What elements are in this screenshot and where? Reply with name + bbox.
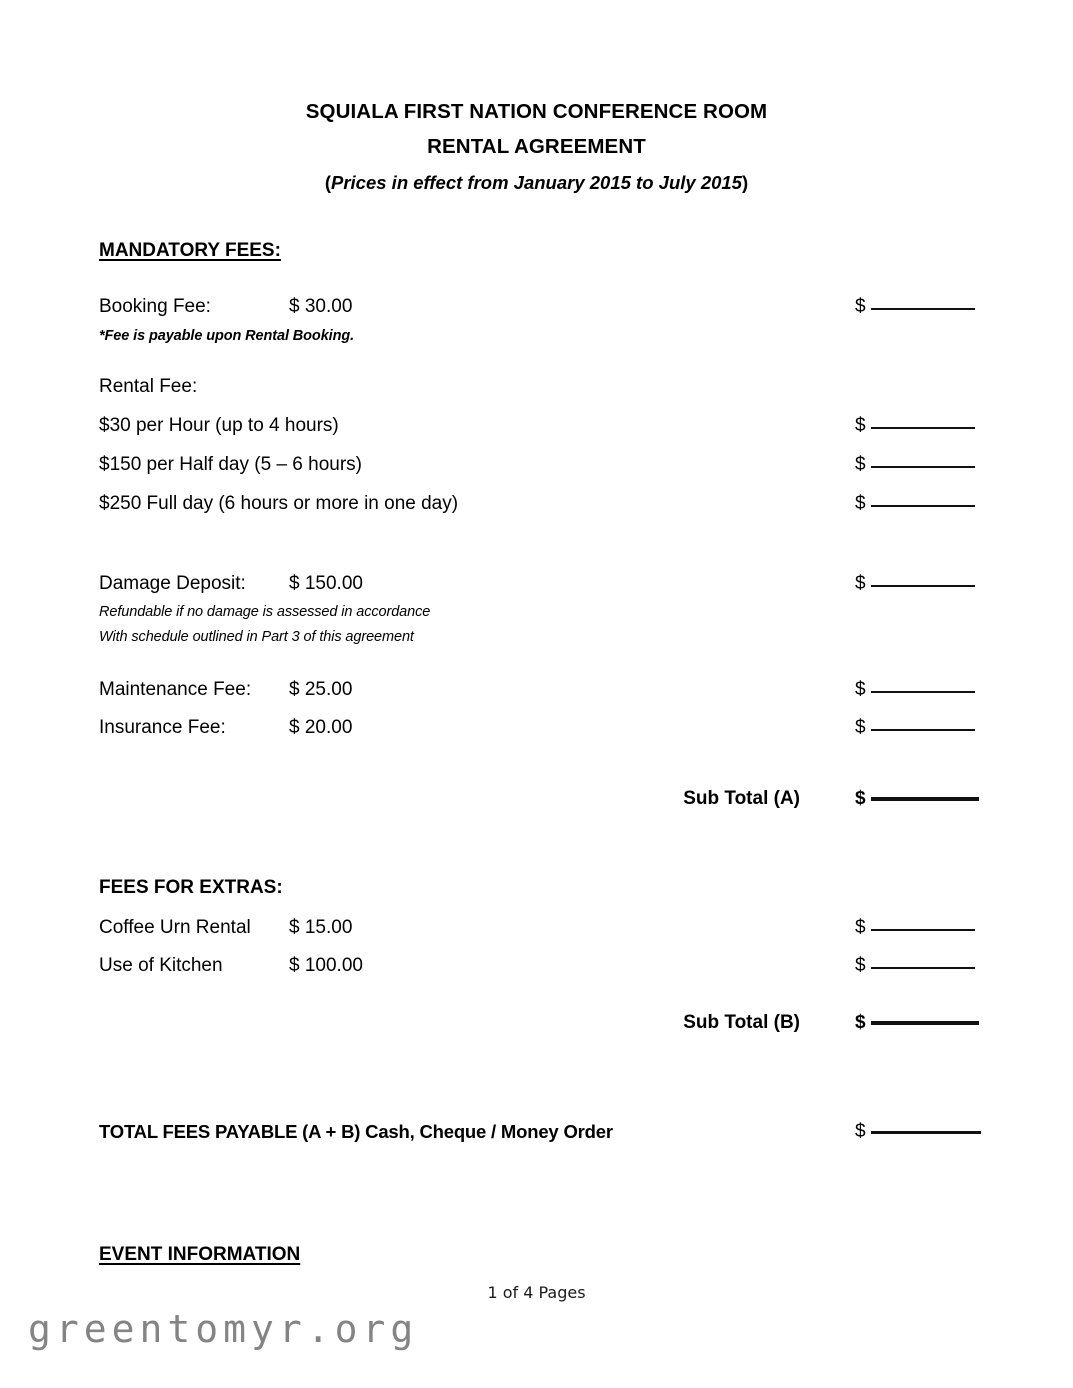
insurance-fee-label: Insurance Fee: bbox=[99, 717, 226, 738]
blank-coffee-urn[interactable] bbox=[855, 916, 975, 940]
rental-fee-label: Rental Fee: bbox=[99, 376, 198, 397]
rental-full-day-label: $250 Full day (6 hours or more in one day) bbox=[99, 493, 459, 514]
dollar-sign: $ bbox=[855, 493, 866, 514]
write-in-rule[interactable] bbox=[871, 691, 975, 693]
blank-rental-hourly[interactable] bbox=[855, 414, 975, 438]
dollar-sign: $ bbox=[855, 296, 866, 317]
blank-insurance-fee[interactable] bbox=[855, 716, 975, 740]
maintenance-fee-label: Maintenance Fee: bbox=[99, 679, 252, 700]
dollar-sign: $ bbox=[855, 955, 866, 976]
dollar-sign: $ bbox=[855, 679, 866, 700]
coffee-urn-amount: $ 15.00 bbox=[289, 917, 353, 938]
kitchen-amount: $ 100.00 bbox=[289, 955, 363, 976]
page-title-line-1: SQUIALA FIRST NATION CONFERENCE ROOM bbox=[305, 100, 768, 123]
blank-sub-total-b[interactable] bbox=[855, 1011, 979, 1035]
maintenance-fee-amount: $ 25.00 bbox=[289, 679, 353, 700]
write-in-rule[interactable] bbox=[871, 1021, 979, 1025]
blank-sub-total-a[interactable] bbox=[855, 787, 979, 811]
heading-mandatory-fees: MANDATORY FEES: bbox=[99, 240, 281, 261]
write-in-rule[interactable] bbox=[871, 308, 975, 310]
dollar-sign: $ bbox=[855, 917, 866, 938]
dollar-sign: $ bbox=[855, 1121, 866, 1142]
dollar-sign: $ bbox=[855, 788, 866, 809]
blank-rental-full-day[interactable] bbox=[855, 492, 975, 516]
dollar-sign: $ bbox=[855, 454, 866, 475]
page-number: 1 of 4 Pages bbox=[487, 1283, 586, 1302]
write-in-rule[interactable] bbox=[871, 466, 975, 468]
write-in-rule[interactable] bbox=[871, 797, 979, 801]
dollar-sign: $ bbox=[855, 415, 866, 436]
coffee-urn-label: Coffee Urn Rental bbox=[99, 917, 251, 938]
dollar-sign: $ bbox=[855, 717, 866, 738]
row-use-of-kitchen bbox=[99, 954, 363, 978]
rental-half-day-label: $150 per Half day (5 – 6 hours) bbox=[99, 454, 362, 475]
label-sub-total-a: Sub Total (A) bbox=[683, 788, 800, 809]
write-in-rule[interactable] bbox=[871, 1131, 981, 1134]
write-in-rule[interactable] bbox=[871, 929, 975, 931]
page-title-line-2: RENTAL AGREEMENT bbox=[427, 135, 646, 158]
blank-rental-half-day[interactable] bbox=[855, 453, 975, 477]
page-subtitle bbox=[0, 166, 1073, 200]
row-damage-deposit bbox=[99, 572, 363, 596]
row-insurance-fee bbox=[99, 716, 352, 740]
write-in-rule[interactable] bbox=[871, 967, 975, 969]
write-in-rule[interactable] bbox=[871, 427, 975, 429]
blank-maintenance-fee[interactable] bbox=[855, 678, 975, 702]
note-damage-deposit-line-1: Refundable if no damage is assessed in accordance bbox=[99, 604, 431, 620]
label-total-fees-payable: TOTAL FEES PAYABLE (A + B) Cash, Cheque / Money Order bbox=[99, 1121, 613, 1142]
subtitle-text: Prices in effect from January 2015 to July 2015 bbox=[331, 172, 742, 193]
site-watermark: greentomyr.org bbox=[28, 1307, 419, 1351]
write-in-rule[interactable] bbox=[871, 505, 975, 507]
document-title-block bbox=[0, 94, 1073, 200]
row-booking-fee bbox=[99, 295, 352, 319]
blank-booking-fee[interactable] bbox=[855, 295, 975, 319]
dollar-sign: $ bbox=[855, 1012, 866, 1033]
kitchen-label: Use of Kitchen bbox=[99, 955, 223, 976]
note-damage-deposit-line-2: With schedule outlined in Part 3 of this agreement bbox=[99, 629, 414, 645]
blank-use-of-kitchen[interactable] bbox=[855, 954, 975, 978]
note-booking-fee: *Fee is payable upon Rental Booking. bbox=[99, 328, 355, 344]
dollar-sign: $ bbox=[855, 573, 866, 594]
row-maintenance-fee bbox=[99, 678, 352, 702]
blank-total-fees-payable[interactable] bbox=[855, 1120, 981, 1144]
label-sub-total-b: Sub Total (B) bbox=[683, 1012, 800, 1033]
booking-fee-label: Booking Fee: bbox=[99, 296, 211, 317]
write-in-rule[interactable] bbox=[871, 585, 975, 587]
blank-damage-deposit[interactable] bbox=[855, 572, 975, 596]
subtitle-close-paren: ) bbox=[741, 172, 749, 193]
write-in-rule[interactable] bbox=[871, 729, 975, 731]
damage-deposit-label: Damage Deposit: bbox=[99, 573, 246, 594]
rental-hourly-label: $30 per Hour (up to 4 hours) bbox=[99, 415, 339, 436]
insurance-fee-amount: $ 20.00 bbox=[289, 717, 353, 738]
heading-fees-for-extras: FEES FOR EXTRAS: bbox=[99, 877, 283, 898]
damage-deposit-amount: $ 150.00 bbox=[289, 573, 363, 594]
row-coffee-urn bbox=[99, 916, 352, 940]
booking-fee-amount: $ 30.00 bbox=[289, 296, 353, 317]
subtitle-open-paren: ( bbox=[324, 172, 331, 193]
heading-event-information: EVENT INFORMATION bbox=[99, 1244, 301, 1265]
